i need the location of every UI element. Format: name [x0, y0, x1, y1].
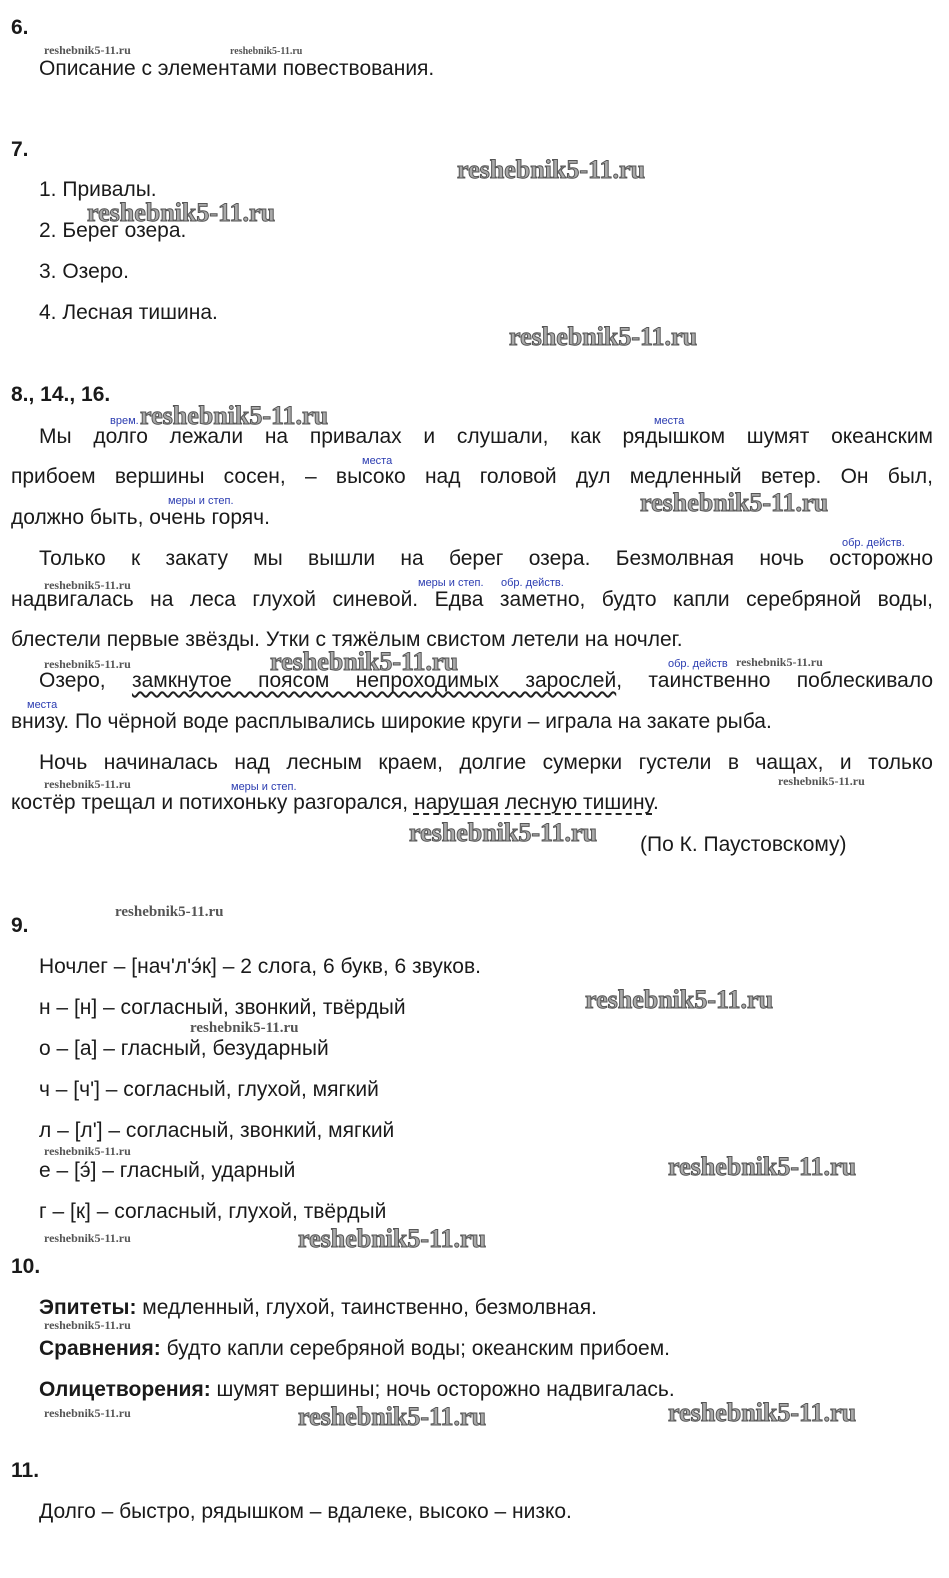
phonetic-line: н – [н] – согласный, звонкий, твёрдый — [39, 996, 406, 1019]
text-line: внизу. По чёрной воде расплывались широкие круги – играла на закате рыба. — [11, 710, 772, 733]
section-7-number: 7. — [11, 138, 29, 161]
text-line: блестели первые звёзды. Утки с тяжёлым свистом летели на ночлег. — [11, 628, 683, 651]
watermark: reshebnik5-11.ru — [44, 1144, 131, 1158]
phonetic-line: Ночлег – [нач'л'э́к] – 2 слога, 6 букв, 6 звуков. — [39, 955, 481, 978]
section-8-number: 8., 14., 16. — [11, 383, 111, 406]
plan-item: 2. Берег озера. — [39, 219, 187, 242]
phonetic-line: г – [к] – согласный, глухой, твёрдый — [39, 1200, 387, 1223]
annotation: меры и степ. — [418, 577, 484, 589]
watermark: reshebnik5-11.ru — [585, 985, 774, 1014]
watermark: reshebnik5-11.ru — [668, 1398, 857, 1427]
watermark: reshebnik5-11.ru — [457, 155, 646, 184]
section-6-answer: Описание с элементами повествования. — [39, 57, 435, 80]
text-line: прибоем вершины сосен, – высоко над головой дул медленный ветер. Он был, — [11, 465, 933, 488]
plan-item: 4. Лесная тишина. — [39, 301, 218, 324]
participial-phrase: замкнутое поясом непроходимых зарослей — [131, 669, 617, 692]
annotation: обр. действ. — [501, 577, 564, 589]
device-row — [39, 1296, 597, 1320]
text-fragment: костёр трещал и потихоньку разгорался, — [11, 791, 414, 814]
watermark: reshebnik5-11.ru — [44, 657, 131, 671]
adverbial-phrase: нарушая лесную тишину — [413, 791, 653, 814]
watermark: reshebnik5-11.ru — [44, 777, 131, 791]
section-9-number: 9. — [11, 914, 29, 937]
plan-item: 1. Привалы. — [39, 178, 157, 201]
watermark: reshebnik5-11.ru — [44, 43, 131, 57]
watermark: reshebnik5-11.ru — [736, 655, 823, 669]
text-line: должно быть, очень горяч. — [11, 506, 270, 529]
device-label: Сравнения: — [39, 1337, 161, 1360]
watermark: reshebnik5-11.ru — [270, 647, 459, 676]
source-attribution: (По К. Паустовскому) — [640, 833, 847, 856]
text-fragment: , таинственно поблескивало — [616, 669, 933, 692]
watermark: reshebnik5-11.ru — [115, 904, 224, 920]
annotation: обр. действ — [668, 658, 728, 670]
text-line: Мы долго лежали на привалах и слушали, как рядышком шумят океанским — [39, 425, 933, 448]
section-10-number: 10. — [11, 1255, 41, 1278]
watermark: reshebnik5-11.ru — [668, 1152, 857, 1181]
text-line: Ночь начиналась над лесным краем, долгие сумерки густели в чащах, и только — [39, 751, 933, 774]
phonetic-line: о – [а] – гласный, безударный — [39, 1037, 329, 1060]
annotation: места — [362, 455, 393, 467]
annotation: меры и степ. — [168, 495, 234, 507]
watermark: reshebnik5-11.ru — [140, 401, 329, 430]
phonetic-line: л – [л'] – согласный, звонкий, мягкий — [39, 1119, 395, 1142]
text-line: Только к закату мы вышли на берег озера. Безмолвная ночь осторожно — [39, 547, 933, 570]
watermark: reshebnik5-11.ru — [640, 488, 829, 517]
watermark: reshebnik5-11.ru — [298, 1224, 487, 1253]
device-text: шумят вершины; ночь осторожно надвигалась. — [210, 1378, 675, 1401]
section-11-answer: Долго – быстро, рядышком – вдалеке, высоко – низко. — [39, 1500, 572, 1523]
section-11-number: 11. — [11, 1459, 40, 1482]
device-label: Эпитеты: — [39, 1296, 137, 1319]
watermark: reshebnik5-11.ru — [509, 322, 698, 351]
device-text: будто капли серебряной воды; океанским прибоем. — [160, 1337, 670, 1360]
annotation: места — [27, 699, 58, 711]
text-line — [11, 791, 659, 815]
watermark: reshebnik5-11.ru — [190, 1020, 299, 1036]
watermark: reshebnik5-11.ru — [230, 46, 303, 57]
watermark: reshebnik5-11.ru — [44, 578, 131, 592]
annotation: места — [654, 415, 685, 427]
watermark: reshebnik5-11.ru — [44, 1318, 131, 1332]
watermark: reshebnik5-11.ru — [298, 1402, 487, 1431]
text-line: надвигалась на леса глухой синевой. Едва заметно, будто капли серебряной воды, — [11, 588, 933, 611]
section-6-number: 6. — [11, 16, 29, 39]
annotation: врем. — [110, 415, 139, 427]
device-text: медленный, глухой, таинственно, безмолвная. — [136, 1296, 597, 1319]
annotation: меры и степ. — [231, 781, 297, 793]
device-row — [39, 1337, 670, 1361]
text-fragment: . — [652, 791, 659, 814]
phonetic-line: е – [э́] – гласный, ударный — [39, 1159, 296, 1182]
device-label: Олицетворения: — [39, 1378, 211, 1401]
device-row — [39, 1378, 675, 1402]
phonetic-line: ч – [ч'] – согласный, глухой, мягкий — [39, 1078, 379, 1101]
text-line — [39, 669, 933, 693]
plan-item: 3. Озеро. — [39, 260, 129, 283]
text-fragment: Озеро, — [39, 669, 132, 692]
watermark: reshebnik5-11.ru — [44, 1231, 131, 1245]
watermark: reshebnik5-11.ru — [87, 198, 276, 227]
watermark: reshebnik5-11.ru — [778, 774, 865, 788]
watermark: reshebnik5-11.ru — [44, 1406, 131, 1420]
annotation: обр. действ. — [842, 537, 905, 549]
watermark: reshebnik5-11.ru — [409, 818, 598, 847]
